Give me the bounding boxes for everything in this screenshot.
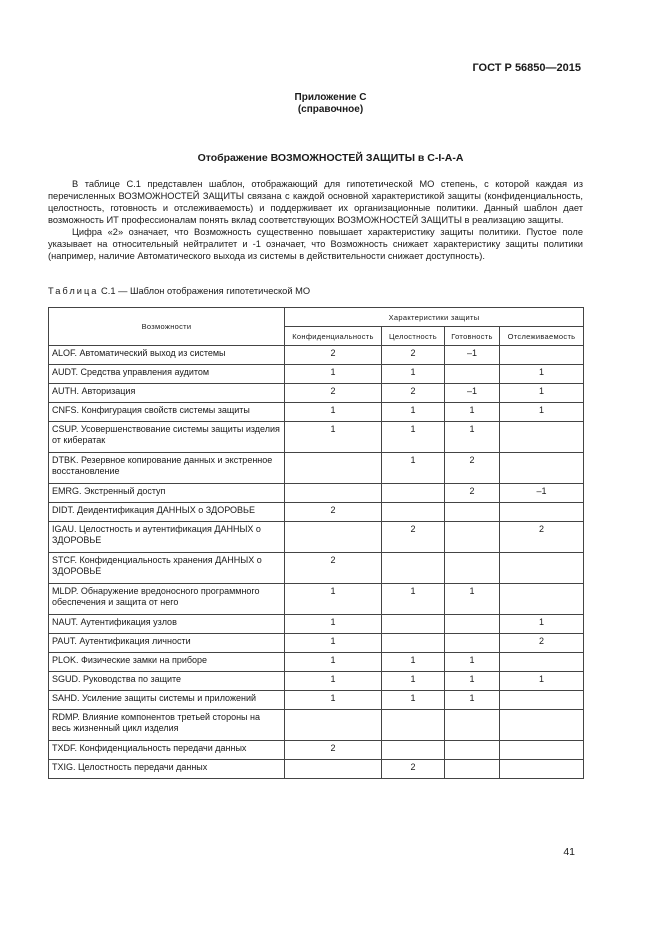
caption-prefix: Таблица [48,286,99,296]
capability-name: DTBK. Резервное копирование данных и экстренное восстановление [49,453,285,484]
cell-integrity: 2 [382,384,445,403]
cell-confidentiality [285,484,382,503]
cell-accountability [500,422,584,453]
header-group: Характеристики защиты [285,308,584,327]
page-number: 41 [563,846,575,858]
capability-name: SGUD. Руководства по защите [49,672,285,691]
cell-confidentiality [285,710,382,741]
cell-accountability [500,553,584,584]
table-row [49,710,584,741]
table-row [49,522,584,553]
cell-accountability: 1 [500,672,584,691]
cell-confidentiality [285,522,382,553]
paragraph-2: Цифра «2» означает, что Возможность существенно повышает характеристику защиты политики. Пустое поле указывает на относительный нейтралитет и -1 означает, что Возможность снижает характеристику защиты политики (например, наличие Автоматического выхода из системы в действительности снижает доступность). [48,227,583,261]
cell-accountability: 1 [500,615,584,634]
standard-code: ГОСТ Р 56850—2015 [472,62,581,74]
cell-accountability: 1 [500,384,584,403]
cell-availability [445,741,500,760]
paragraph-1: В таблице С.1 представлен шаблон, отображающий для гипотетической МО степень, с которой каждая из перечисленных ВОЗМОЖНОСТЕЙ ЗАЩИТЫ связана с каждой основной характеристикой защиты (конфиденциальность, целостность, готовность и отслеживаемость) и поддерживает их организационные политики. Данный шаблон дает возможность ИТ профессионалам понять вклад соответствующих ВОЗМОЖНОСТЕЙ ЗАЩИТЫ в реализацию защиты. [48,179,583,225]
cell-confidentiality: 2 [285,741,382,760]
cell-confidentiality: 1 [285,672,382,691]
cell-confidentiality: 2 [285,384,382,403]
cell-confidentiality: 1 [285,365,382,384]
capability-name: DIDT. Деидентификация ДАННЫХ о ЗДОРОВЬЕ [49,503,285,522]
capability-name: TXIG. Целостность передачи данных [49,760,285,779]
cell-accountability [500,760,584,779]
table-row [49,365,584,384]
cell-availability [445,760,500,779]
cell-accountability [500,741,584,760]
table-row [49,672,584,691]
cell-integrity [382,710,445,741]
cell-accountability [500,584,584,615]
cell-accountability [500,653,584,672]
cell-availability: 2 [445,484,500,503]
cell-confidentiality: 1 [285,584,382,615]
cell-accountability: 2 [500,634,584,653]
cell-confidentiality: 1 [285,615,382,634]
header-capabilities: Возможности [49,308,285,346]
cell-integrity [382,634,445,653]
table-row [49,615,584,634]
appendix-title: Приложение С [294,92,367,103]
capability-name: STCF. Конфиденциальность хранения ДАННЫХ о ЗДОРОВЬЕ [49,553,285,584]
cell-confidentiality: 2 [285,553,382,584]
cell-accountability: 1 [500,403,584,422]
section-title: Отображение ВОЗМОЖНОСТЕЙ ЗАЩИТЫ в С-I-А-А [197,152,464,164]
table-row [49,741,584,760]
capability-name: TXDF. Конфиденциальность передачи данных [49,741,285,760]
cell-availability: –1 [445,384,500,403]
cell-integrity: 1 [382,584,445,615]
table-row [49,760,584,779]
table-row [49,691,584,710]
cell-integrity: 1 [382,365,445,384]
cell-availability [445,522,500,553]
capability-name: PLOK. Физические замки на приборе [49,653,285,672]
capability-name: NAUT. Аутентификация узлов [49,615,285,634]
table-row [49,653,584,672]
table-body [49,346,584,779]
cell-confidentiality: 1 [285,403,382,422]
cell-integrity: 2 [382,522,445,553]
body-text [48,178,583,262]
header-accountability: Отслеживаемость [500,327,584,346]
table-row [49,553,584,584]
cell-accountability [500,710,584,741]
cell-confidentiality [285,760,382,779]
capability-name: RDMP. Влияние компонентов третьей стороны на весь жизненный цикл изделия [49,710,285,741]
cell-availability: 1 [445,691,500,710]
cell-confidentiality: 2 [285,503,382,522]
cell-integrity [382,503,445,522]
table-row [49,484,584,503]
cell-availability: –1 [445,346,500,365]
cell-accountability: 1 [500,365,584,384]
cell-availability [445,365,500,384]
capability-name: ALOF. Автоматический выход из системы [49,346,285,365]
cell-confidentiality: 1 [285,422,382,453]
cell-integrity: 1 [382,672,445,691]
header-integrity: Целостность [382,327,445,346]
appendix-heading [0,92,661,116]
table-row [49,503,584,522]
table-row [49,403,584,422]
cell-availability: 2 [445,453,500,484]
cell-accountability: 2 [500,522,584,553]
appendix-note: (справочное) [297,104,364,115]
cell-confidentiality: 1 [285,653,382,672]
cell-integrity [382,484,445,503]
cell-accountability [500,453,584,484]
capability-name: CSUP. Усовершенствование системы защиты изделия от кибератак [49,422,285,453]
cell-integrity: 1 [382,453,445,484]
capability-name: AUTH. Авторизация [49,384,285,403]
cell-integrity [382,553,445,584]
cell-availability: 1 [445,584,500,615]
cell-accountability [500,691,584,710]
capability-name: CNFS. Конфигурация свойств системы защиты [49,403,285,422]
capability-name: IGAU. Целостность и аутентификация ДАННЫХ о ЗДОРОВЬЕ [49,522,285,553]
caption-text: — Шаблон отображения гипотетической МО [118,286,311,296]
header-confidentiality: Конфиденциальность [285,327,382,346]
cell-integrity [382,615,445,634]
cell-availability: 1 [445,672,500,691]
cell-confidentiality [285,453,382,484]
cell-integrity: 1 [382,653,445,672]
table-row [49,384,584,403]
header-availability: Готовность [445,327,500,346]
table-row [49,346,584,365]
cell-availability: 1 [445,422,500,453]
cell-integrity [382,741,445,760]
cell-availability [445,553,500,584]
cell-accountability [500,346,584,365]
cell-availability: 1 [445,653,500,672]
table-row [49,453,584,484]
cell-availability [445,710,500,741]
capability-name: PAUT. Аутентификация личности [49,634,285,653]
cell-integrity: 2 [382,760,445,779]
cell-confidentiality: 1 [285,691,382,710]
table-row [49,422,584,453]
table-row [49,584,584,615]
cell-availability [445,615,500,634]
capability-name: MLDP. Обнаружение вредоносного программного обеспечения и защита от него [49,584,285,615]
cell-accountability: –1 [500,484,584,503]
cell-availability [445,634,500,653]
cell-integrity: 1 [382,691,445,710]
capability-name: SAHD. Усиление защиты системы и приложений [49,691,285,710]
cell-accountability [500,503,584,522]
cell-integrity: 1 [382,422,445,453]
cell-integrity: 2 [382,346,445,365]
capability-name: EMRG. Экстренный доступ [49,484,285,503]
table-caption [48,286,310,296]
capability-name: AUDT. Средства управления аудитом [49,365,285,384]
caption-number: С.1 [101,286,116,296]
capabilities-table [48,307,584,779]
cell-confidentiality: 2 [285,346,382,365]
cell-integrity: 1 [382,403,445,422]
table-row [49,634,584,653]
cell-confidentiality: 1 [285,634,382,653]
cell-availability [445,503,500,522]
cell-availability: 1 [445,403,500,422]
